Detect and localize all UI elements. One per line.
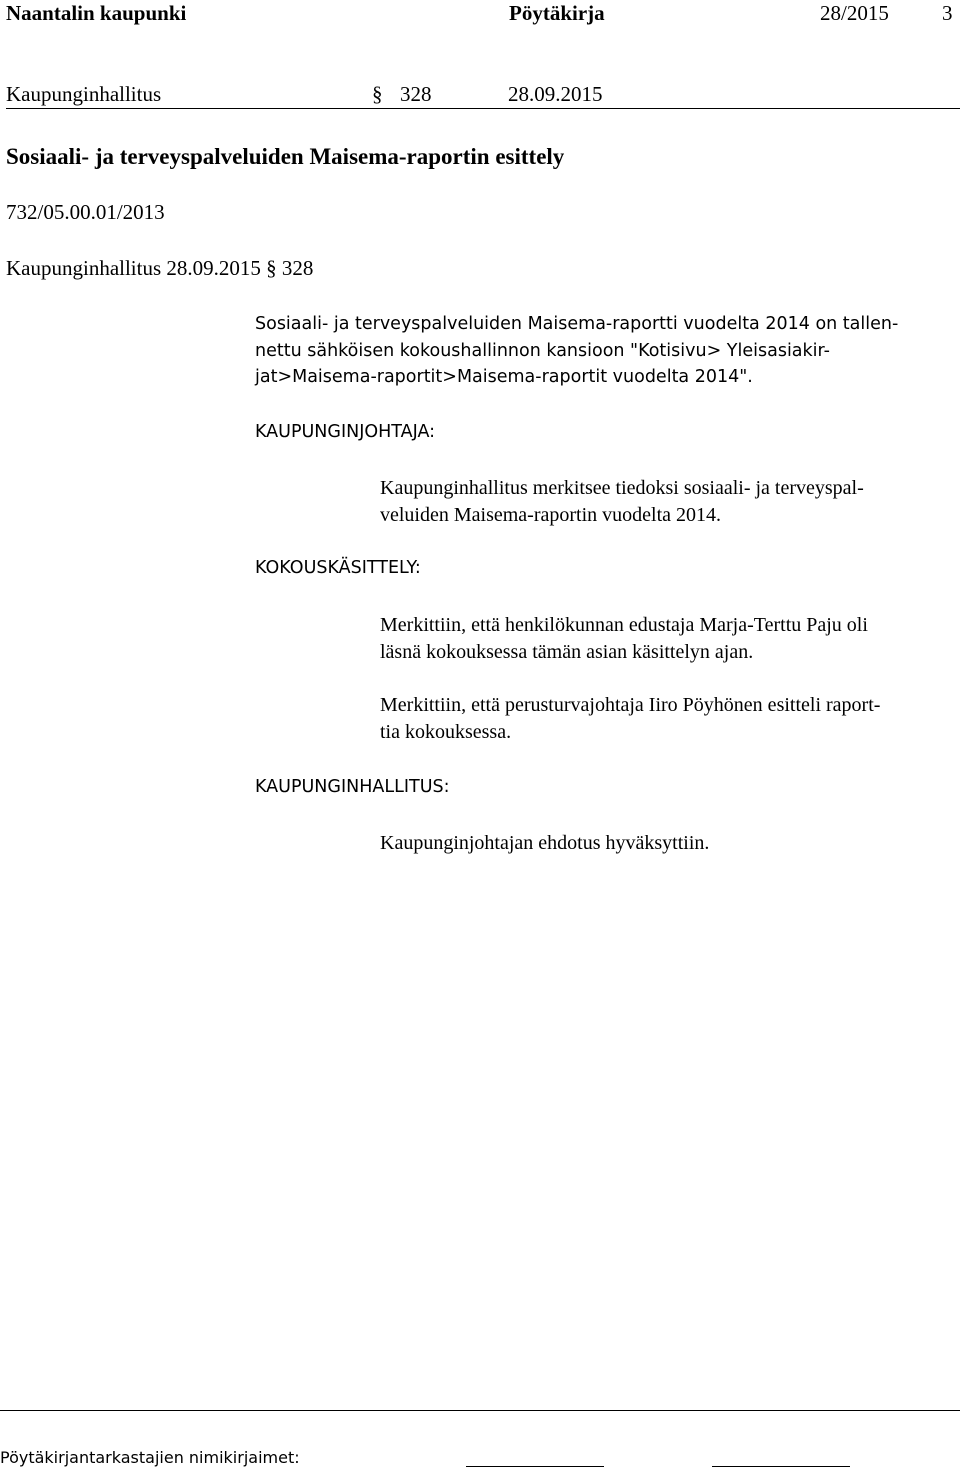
board-decision <box>380 830 960 857</box>
handling-label: KOKOUSKÄSITTELY: <box>255 558 421 578</box>
decision-line: Kaupunginjohtajan ehdotus hyväksyttiin. <box>380 832 710 854</box>
board-label: KAUPUNGINHALLITUS: <box>255 777 450 797</box>
signatures-label: Pöytäkirjantarkastajien nimikirjaimet: <box>0 1448 300 1467</box>
proposal-line: veluiden Maisema-raportin vuodelta 2014. <box>380 503 722 526</box>
section-number: 328 <box>400 82 432 106</box>
footer-divider <box>0 1410 960 1411</box>
meeting-date: 28.09.2015 <box>508 82 603 106</box>
item-reference: 732/05.00.01/2013 <box>6 200 165 224</box>
handling-note-1 <box>380 612 960 665</box>
item-history: Kaupunginhallitus 28.09.2015 § 328 <box>6 256 314 280</box>
item-description <box>255 311 960 391</box>
organization-name: Naantalin kaupunki <box>6 1 187 25</box>
note-line: Merkittiin, että henkilökunnan edustaja Marja-Terttu Paju oli <box>380 614 868 636</box>
header-divider <box>6 108 960 109</box>
proposal-line: Kaupunginhallitus merkitsee tiedoksi sosiaali- ja terveyspal- <box>380 477 864 499</box>
meeting-body: Kaupunginhallitus <box>6 82 162 106</box>
handling-note-2 <box>380 692 960 745</box>
description-line: nettu sähköisen kokoushallinnon kansioon "Kotisivu> Yleisasiakir- <box>255 340 830 361</box>
description-line: Sosiaali- ja terveyspalveluiden Maisema-raportti vuodelta 2014 on tallen- <box>255 314 899 334</box>
mayor-label: KAUPUNGINJOHTAJA: <box>255 422 436 442</box>
signature-line-2 <box>712 1466 850 1467</box>
document-type: Pöytäkirja <box>509 1 605 25</box>
section-sign-icon: § <box>372 82 383 106</box>
note-line: tia kokouksessa. <box>380 720 512 743</box>
page-number: 3 <box>942 1 953 25</box>
description-line: jat>Maisema-raportit>Maisema-raportit vuodelta 2014". <box>255 367 753 387</box>
meeting-number: 28/2015 <box>820 1 889 25</box>
mayor-proposal <box>380 475 960 528</box>
note-line: läsnä kokouksessa tämän asian käsittelyn ajan. <box>380 640 754 663</box>
note-line: Merkittiin, että perusturvajohtaja Iiro Pöyhönen esitteli raport- <box>380 694 881 716</box>
item-title: Sosiaali- ja terveyspalveluiden Maisema-raportin esittely <box>6 144 565 169</box>
signature-line-1 <box>466 1466 604 1467</box>
